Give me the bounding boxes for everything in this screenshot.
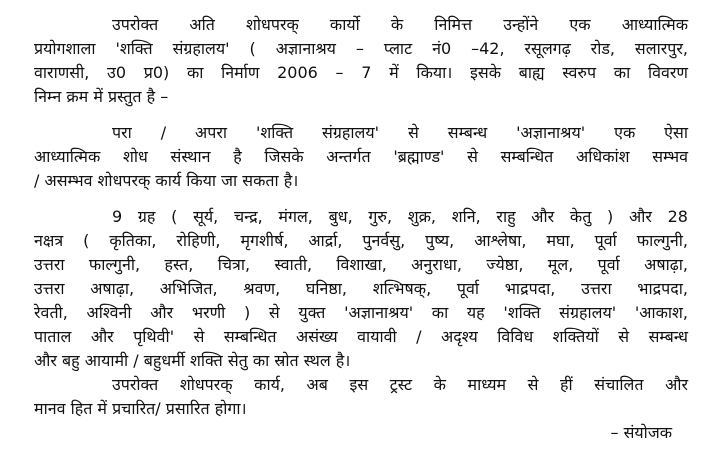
paragraph-3-line-7: और बहु आयामी / बहुधर्मी शक्ति सेतु का स्रोत स्थल है। (34, 351, 351, 370)
paragraph-2-line-2: आध्यात्मिक शोध संस्थान है जिसके अन्तर्गत 'ब्रह्माण्ड' से सम्बन्धित अधिकांश सम्भव (34, 147, 688, 166)
paragraph-3-line-6: पाताल और पृथिवी' से सम्बन्धित असंख्य वायावी / अदृश्य विविध शक्तियों से सम्बन्ध (34, 327, 688, 346)
paragraph-2-line-1: परा / अपरा 'शक्ति संग्रहालय' से सम्बन्ध 'अज्ञानाश्रय' एक ऐसा (112, 123, 688, 142)
paragraph-1-line-4: निम्न क्रम में प्रस्तुत है – (34, 87, 169, 106)
paragraph-2-line-3: / असम्भव शोधपरक् कार्य किया जा सकता है। (34, 171, 299, 190)
paragraph-1-line-1: उपरोक्त अति शोधपरक् कार्यो के निमित्त उन्होंने एक आध्यात्मिक (112, 15, 688, 34)
paragraph-3-line-3: उत्तरा फाल्गुनी, हस्त, चित्रा, स्वाती, विशाखा, अनुराधा, ज्येष्ठा, मूल, पूर्वा अषाढ़ा, (34, 255, 688, 274)
paragraph-4-line-1: उपरोक्त शोधपरक् कार्य, अब इस ट्रस्ट के माध्यम से हीं संचालित और (112, 375, 688, 394)
paragraph-1-line-2: प्रयोगशाला 'शक्ति संग्रहालय' ( अज्ञानाश्रय – प्लाट नं0 –42, रसूलगढ़ रोड, सलारपुर, (34, 39, 688, 58)
paragraph-3-line-2: नक्षत्र ( कृतिका, रोहिणी, मृगशीर्ष, आर्द्रा, पुनर्वसु, पुष्य, आश्लेषा, मघा, पूर्वा फाल्गुनी, (34, 231, 688, 250)
paragraph-4-line-2: मानव हित में प्रचारित/ प्रसारित होगा। (34, 399, 247, 418)
paragraph-3-line-4: उत्तरा अषाढ़ा, अभिजित, श्रवण, घनिष्ठा, शत्भिषक्, पूर्वा भाद्रपदा, उत्तरा भाद्रपदा, (34, 279, 688, 298)
signature: – संयोजक (610, 423, 672, 442)
paragraph-3-line-5: रेवती, अश्विनी और भरणी ) से युक्त 'अज्ञानाश्रय' का यह 'शक्ति संग्रहालय' 'आकाश, (34, 303, 688, 322)
paragraph-1-line-3: वाराणसी, उ0 प्र0) का निर्माण 2006 – 7 में किया। इसके बाह्य स्वरुप का विवरण (34, 63, 688, 82)
paragraph-3-line-1: 9 ग्रह ( सूर्य, चन्द्र, मंगल, बुध, गुरु, शुक्र, शनि, राहु और केतु ) और 28 (112, 207, 688, 226)
